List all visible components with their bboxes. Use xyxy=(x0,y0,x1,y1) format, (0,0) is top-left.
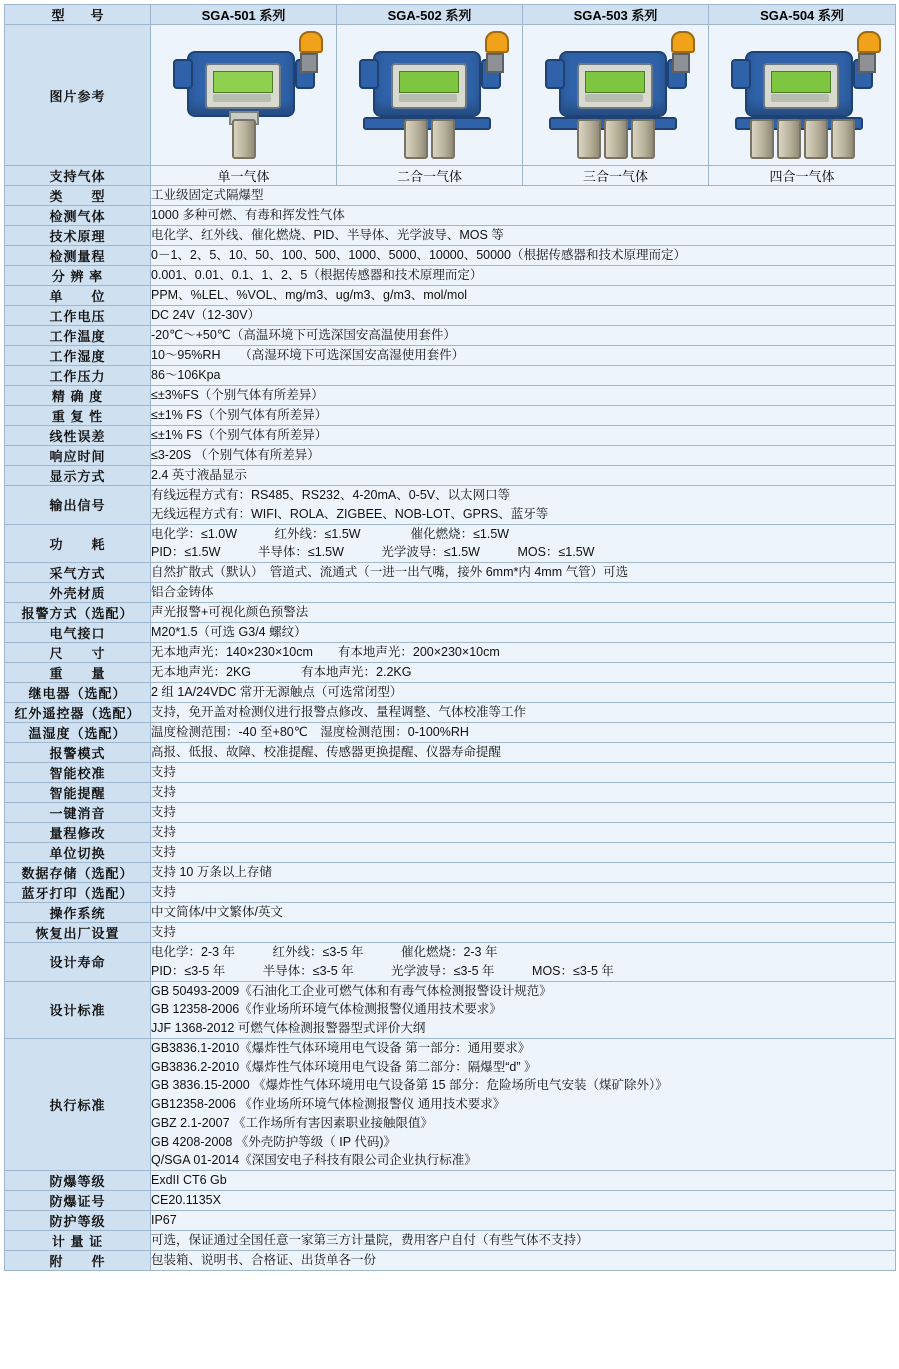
table-row xyxy=(5,426,896,446)
table-row xyxy=(5,623,896,643)
model-header-4: SGA-504 系列 xyxy=(709,5,896,25)
row-value xyxy=(151,186,896,206)
row-value-line: GB12358-2006 《作业场所环境气体检测报警仪 通用技术要求》 xyxy=(151,1097,506,1111)
row-value xyxy=(151,903,896,923)
table-row xyxy=(5,583,896,603)
row-value-line: 2 组 1A/24VDC 常开无源触点（可选常闭型） xyxy=(151,685,403,700)
row-value-line: 有线远程方式有：RS485、RS232、4-20mA、0-5V、以太网口等 xyxy=(151,488,511,502)
table-row-model xyxy=(5,5,896,25)
row-value-line: DC 24V（12-30V） xyxy=(151,308,261,323)
row-label: 检测气体 xyxy=(5,206,151,226)
row-value-line: 支持 xyxy=(151,765,177,780)
row-label: 检测量程 xyxy=(5,246,151,266)
row-value xyxy=(151,803,896,823)
row-value xyxy=(151,683,896,703)
row-value xyxy=(151,466,896,486)
row-value-line: GB3836.1-2010《爆炸性气体环境用电气设备 第一部分：通用要求》 xyxy=(151,1040,531,1055)
row-value-line: 电化学：≤1.0W 红外线：≤1.5W 催化燃烧：≤1.5W xyxy=(151,526,510,541)
row-value-line: 支持 10 万条以上存储 xyxy=(151,865,272,880)
row-value-line: PID：≤3-5 年 半导体：≤3-5 年 光学波导：≤3-5 年 MOS：≤3-5 年 xyxy=(151,963,614,978)
row-value xyxy=(151,981,896,1038)
row-value-line: 声光报警+可视化颜色预警法 xyxy=(151,605,309,620)
row-value-line: 0.001、0.01、0.1、1、2、5（根据传感器和技术原理而定） xyxy=(151,268,483,283)
table-row xyxy=(5,366,896,386)
row-value xyxy=(151,1038,896,1170)
row-value xyxy=(151,366,896,386)
row-value-line: 支持 xyxy=(151,805,177,820)
gas-detector-icon-3 xyxy=(531,25,701,165)
table-row xyxy=(5,406,896,426)
row-value-line: 包装箱、说明书、合格证、出货单各一份 xyxy=(151,1253,377,1268)
table-row xyxy=(5,286,896,306)
row-value xyxy=(151,863,896,883)
row-value xyxy=(151,286,896,306)
row-label: 单 位 xyxy=(5,286,151,306)
table-row-images xyxy=(5,25,896,166)
row-value-line: 86～106Kpa xyxy=(151,368,221,383)
table-row-gas-support xyxy=(5,166,896,186)
row-label: 外壳材质 xyxy=(5,583,151,603)
row-label: 一键消音 xyxy=(5,803,151,823)
row-value-line: 1000 多种可燃、有毒和挥发性气体 xyxy=(151,208,345,223)
row-value-line: ≤3-20S （个别气体有所差异） xyxy=(151,448,320,463)
row-label: 防护等级 xyxy=(5,1211,151,1231)
row-label: 重 量 xyxy=(5,663,151,683)
row-value-line: PPM、%LEL、%VOL、mg/m3、ug/m3、g/m3、mol/mol xyxy=(151,288,468,303)
table-row xyxy=(5,763,896,783)
product-image-1 xyxy=(151,25,337,166)
row-value xyxy=(151,446,896,466)
product-image-3 xyxy=(523,25,709,166)
table-row xyxy=(5,943,896,982)
specification-table xyxy=(4,4,896,1271)
row-value-line: JJF 1368-2012 可燃气体检测报警器型式评价大纲 xyxy=(151,1021,426,1035)
row-label: 精 确 度 xyxy=(5,386,151,406)
row-value-line: IP67 xyxy=(151,1213,177,1228)
table-row xyxy=(5,723,896,743)
row-value-line: 自然扩散式（默认） 管道式、流通式（一进一出气嘴，接外 6mm*内 4mm 气管）可选 xyxy=(151,565,629,580)
row-label: 恢复出厂设置 xyxy=(5,923,151,943)
row-value xyxy=(151,583,896,603)
row-value-line: 支持 xyxy=(151,885,177,900)
row-value xyxy=(151,406,896,426)
row-value-line: GBZ 2.1-2007 《工作场所有害因素职业接触限值》 xyxy=(151,1115,433,1130)
row-value-line: 支持 xyxy=(151,845,177,860)
row-label: 红外遥控器（选配） xyxy=(5,703,151,723)
row-value-line: 高报、低报、故障、校准提醒、传感器更换提醒、仪器寿命提醒 xyxy=(151,745,502,760)
row-value-line: 无本地声光：2KG 有本地声光：2.2KG xyxy=(151,665,412,680)
gas-support-1: 单一气体 xyxy=(151,166,337,186)
row-value-line: GB3836.2-2010《爆炸性气体环境用电气设备 第二部分：隔爆型“d” 》 xyxy=(151,1059,537,1074)
row-value-line: PID：≤1.5W 半导体：≤1.5W 光学波导：≤1.5W MOS：≤1.5W xyxy=(151,545,595,560)
row-value xyxy=(151,1211,896,1231)
model-header-3: SGA-503 系列 xyxy=(523,5,709,25)
row-value-line: 电化学：2-3 年 红外线：≤3-5 年 催化燃烧：2-3 年 xyxy=(151,945,498,959)
row-value-line: GB 4208-2008 《外壳防护等级（ IP 代码)》 xyxy=(151,1134,396,1149)
row-label: 量程修改 xyxy=(5,823,151,843)
row-label: 尺 寸 xyxy=(5,643,151,663)
row-value-line: 无线远程方式有：WIFI、ROLA、ZIGBEE、NOB-LOT、GPRS、蓝牙等 xyxy=(151,506,549,521)
product-image-4 xyxy=(709,25,896,166)
row-value-line: ≤±1% FS（个别气体有所差异） xyxy=(151,408,328,423)
row-value xyxy=(151,723,896,743)
row-value xyxy=(151,603,896,623)
row-value-line: 无本地声光：140×230×10cm 有本地声光：200×230×10cm xyxy=(151,645,500,660)
row-label: 执行标准 xyxy=(5,1038,151,1170)
row-value-line: 工业级固定式隔爆型 xyxy=(151,188,264,203)
row-label: 分 辨 率 xyxy=(5,266,151,286)
row-value xyxy=(151,426,896,446)
table-row xyxy=(5,1191,896,1211)
table-row xyxy=(5,783,896,803)
table-row xyxy=(5,603,896,623)
row-label: 输出信号 xyxy=(5,486,151,525)
table-row xyxy=(5,1038,896,1170)
row-label: 附 件 xyxy=(5,1251,151,1271)
row-label: 重 复 性 xyxy=(5,406,151,426)
row-label: 技术原理 xyxy=(5,226,151,246)
row-value xyxy=(151,1191,896,1211)
row-value xyxy=(151,763,896,783)
row-value xyxy=(151,563,896,583)
row-label: 工作湿度 xyxy=(5,346,151,366)
row-value-line: 电化学、红外线、催化燃烧、PID、半导体、光学波导、MOS 等 xyxy=(151,228,504,243)
row-label-model: 型 号 xyxy=(5,5,151,25)
row-value-line: -20℃～+50℃（高温环境下可选深国安高温使用套件） xyxy=(151,328,456,343)
table-row xyxy=(5,306,896,326)
table-row xyxy=(5,206,896,226)
row-value-line: 中文简体/中文繁体/英文 xyxy=(151,905,283,920)
row-value-line: 铝合金铸体 xyxy=(151,585,214,600)
row-label: 单位切换 xyxy=(5,843,151,863)
table-row xyxy=(5,1251,896,1271)
row-value-line: GB 50493-2009《石油化工企业可燃气体和有毒气体检测报警设计规范》 xyxy=(151,983,552,998)
row-label: 继电器（选配） xyxy=(5,683,151,703)
row-value xyxy=(151,524,896,563)
row-label: 电气接口 xyxy=(5,623,151,643)
row-value xyxy=(151,843,896,863)
row-value xyxy=(151,823,896,843)
row-value xyxy=(151,1171,896,1191)
gas-detector-icon-1 xyxy=(159,25,329,165)
row-label-image: 图片参考 xyxy=(5,25,151,166)
row-value-line: ExdII CT6 Gb xyxy=(151,1173,227,1188)
table-row xyxy=(5,1211,896,1231)
table-row xyxy=(5,883,896,903)
row-value-line: 10～95%RH （高湿环境下可选深国安高湿使用套件） xyxy=(151,348,465,363)
row-value xyxy=(151,226,896,246)
row-label: 防爆等级 xyxy=(5,1171,151,1191)
row-value xyxy=(151,703,896,723)
row-value xyxy=(151,206,896,226)
row-label: 采气方式 xyxy=(5,563,151,583)
product-image-2 xyxy=(337,25,523,166)
row-label: 操作系统 xyxy=(5,903,151,923)
row-value-line: ≤±3%FS（个别气体有所差异） xyxy=(151,388,324,403)
row-label: 报警模式 xyxy=(5,743,151,763)
row-label: 显示方式 xyxy=(5,466,151,486)
row-label: 报警方式（选配） xyxy=(5,603,151,623)
table-row xyxy=(5,466,896,486)
row-label: 数据存储（选配） xyxy=(5,863,151,883)
table-row xyxy=(5,346,896,366)
row-label: 设计标准 xyxy=(5,981,151,1038)
table-row xyxy=(5,823,896,843)
table-row xyxy=(5,683,896,703)
row-value-line: 支持 xyxy=(151,925,177,940)
table-row xyxy=(5,843,896,863)
model-header-1: SGA-501 系列 xyxy=(151,5,337,25)
row-value-line: ≤±1% FS（个别气体有所差异） xyxy=(151,428,328,443)
table-row xyxy=(5,803,896,823)
row-label: 智能校准 xyxy=(5,763,151,783)
row-value-line: 0－1、2、5、10、50、100、500、1000、5000、10000、50000（根据传感器和技术原理而定） xyxy=(151,248,686,263)
row-value-line: M20*1.5（可选 G3/4 螺纹） xyxy=(151,625,307,640)
row-label: 工作电压 xyxy=(5,306,151,326)
row-value xyxy=(151,326,896,346)
table-row xyxy=(5,246,896,266)
table-row xyxy=(5,266,896,286)
row-value-line: Q/SGA 01-2014《深国安电子科技有限公司企业执行标准》 xyxy=(151,1153,477,1168)
gas-detector-icon-2 xyxy=(345,25,515,165)
row-label: 设计寿命 xyxy=(5,943,151,982)
gas-support-2: 二合一气体 xyxy=(337,166,523,186)
table-row xyxy=(5,863,896,883)
row-label: 工作压力 xyxy=(5,366,151,386)
model-header-2: SGA-502 系列 xyxy=(337,5,523,25)
gas-support-4: 四合一气体 xyxy=(709,166,896,186)
table-row xyxy=(5,563,896,583)
row-value-line: 2.4 英寸液晶显示 xyxy=(151,468,247,483)
table-row xyxy=(5,643,896,663)
row-value-line: 支持 xyxy=(151,785,177,800)
row-value-line: GB 12358-2006《作业场所环境气体检测报警仪通用技术要求》 xyxy=(151,1002,502,1017)
row-value xyxy=(151,943,896,982)
row-value xyxy=(151,386,896,406)
row-label: 类 型 xyxy=(5,186,151,206)
row-value-line: 可选，保证通过全国任意一家第三方计量院，费用客户自付（有些气体不支持） xyxy=(151,1233,589,1248)
row-label: 防爆证号 xyxy=(5,1191,151,1211)
row-value xyxy=(151,1231,896,1251)
table-row xyxy=(5,1231,896,1251)
row-value-line: 支持，免开盖对检测仪进行报警点修改、量程调整、气体校准等工作 xyxy=(151,705,527,720)
row-label: 计 量 证 xyxy=(5,1231,151,1251)
row-value xyxy=(151,623,896,643)
table-row xyxy=(5,923,896,943)
table-row xyxy=(5,486,896,525)
table-row xyxy=(5,446,896,466)
table-row xyxy=(5,903,896,923)
row-value-line: 支持 xyxy=(151,825,177,840)
row-value xyxy=(151,486,896,525)
table-row xyxy=(5,524,896,563)
table-row xyxy=(5,981,896,1038)
table-row xyxy=(5,186,896,206)
row-label: 响应时间 xyxy=(5,446,151,466)
table-row xyxy=(5,743,896,763)
row-label-gas-support: 支持气体 xyxy=(5,166,151,186)
row-value-line: 温度检测范围：-40 至+80℃ 湿度检测范围：0-100%RH xyxy=(151,725,469,740)
row-value xyxy=(151,306,896,326)
row-value xyxy=(151,246,896,266)
row-value xyxy=(151,266,896,286)
row-value-line: GB 3836.15-2000 《爆炸性气体环境用电气设备第 15 部分：危险场所电气安装（煤矿除外）》 xyxy=(151,1078,668,1093)
table-row xyxy=(5,1171,896,1191)
row-label: 蓝牙打印（选配） xyxy=(5,883,151,903)
row-label: 线性误差 xyxy=(5,426,151,446)
gas-detector-icon-4 xyxy=(717,25,887,165)
table-row xyxy=(5,326,896,346)
row-label: 功 耗 xyxy=(5,524,151,563)
table-row xyxy=(5,663,896,683)
row-value xyxy=(151,1251,896,1271)
table-row xyxy=(5,386,896,406)
row-value xyxy=(151,923,896,943)
row-value-line: CE20.1135X xyxy=(151,1193,221,1208)
row-value xyxy=(151,643,896,663)
row-value xyxy=(151,663,896,683)
row-value xyxy=(151,883,896,903)
row-label: 智能提醒 xyxy=(5,783,151,803)
row-value xyxy=(151,743,896,763)
gas-support-3: 三合一气体 xyxy=(523,166,709,186)
row-label: 工作温度 xyxy=(5,326,151,346)
table-row xyxy=(5,226,896,246)
row-value xyxy=(151,346,896,366)
row-label: 温湿度（选配） xyxy=(5,723,151,743)
table-row xyxy=(5,703,896,723)
row-value xyxy=(151,783,896,803)
